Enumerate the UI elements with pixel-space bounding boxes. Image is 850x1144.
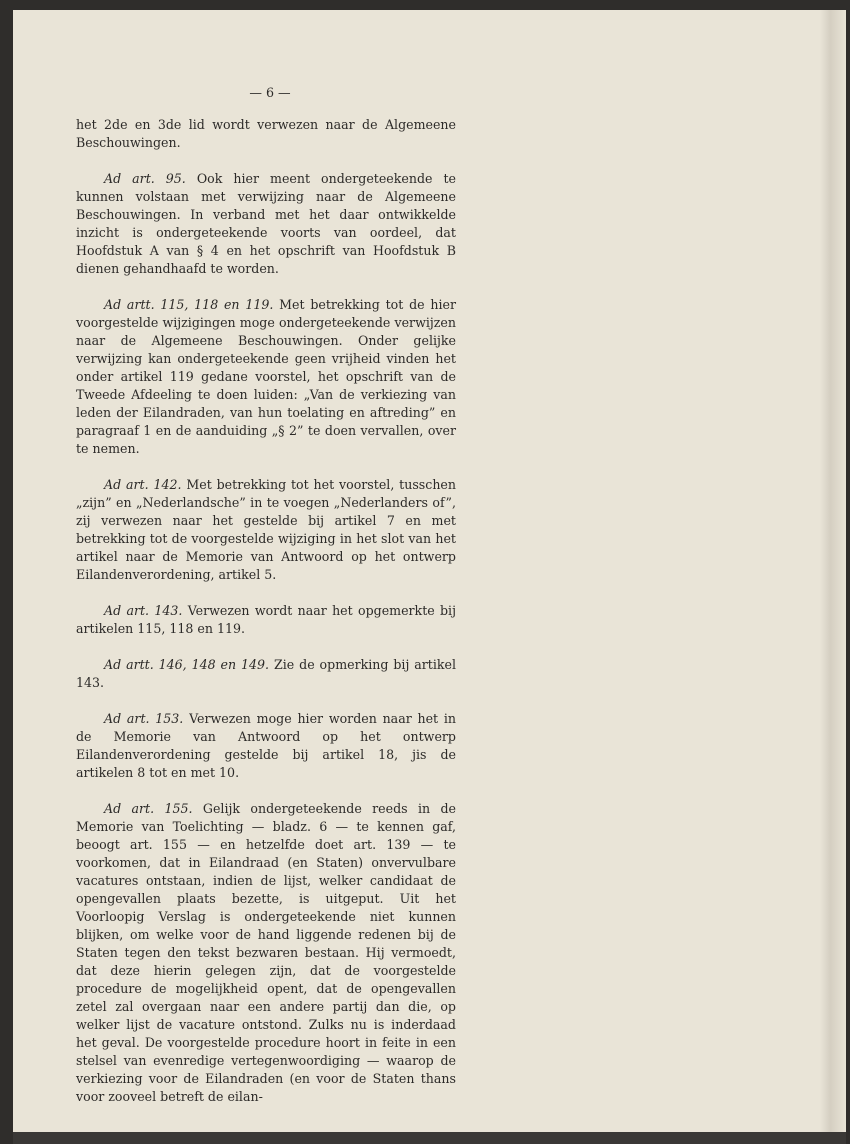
article-heading: Ad art. 143. [104, 603, 183, 618]
paragraph-art-95: Ad art. 95. Ook hier meent ondergeteekende te kunnen volstaan met verwijzing naar de Algemeene Beschouwingen. In verband met het daar ontwikkelde inzicht is ondergeteekende voorts van oordeel, dat Hoofdstuk A van § 4 en het opschrift van Hoofdstuk B dienen gehandhaafd te worden. [76, 171, 456, 276]
page-fold-shadow [820, 10, 846, 1136]
article-heading: Ad art. 153. [104, 711, 184, 726]
paragraph-art-143: Ad art. 143. Verwezen wordt naar het opgemerkte bij artikelen 115, 118 en 119. [76, 603, 456, 636]
article-heading: Ad artt. 146, 148 en 149. [104, 657, 270, 672]
scan-edge-left [0, 0, 13, 1144]
paragraph-continuation: het 2de en 3de lid wordt verwezen naar de Algemeene Beschouwingen. [76, 117, 456, 150]
scan-edge-bottom [13, 1132, 846, 1144]
document-body [76, 84, 456, 1124]
page-number: — 6 — [249, 85, 291, 100]
article-heading: Ad art. 95. [104, 171, 186, 186]
article-heading: Ad art. 142. [104, 477, 182, 492]
paragraph-art-146-148-149: Ad artt. 146, 148 en 149. Zie de opmerking bij artikel 143. [76, 657, 456, 690]
scan-edge-right [846, 0, 850, 1144]
paragraph-art-153: Ad art. 153. Verwezen moge hier worden naar het in de Memorie van Antwoord op het ontwerp Eilandenverordening gestelde bij artikel 18, jis de artikelen 8 tot en met 10. [76, 711, 456, 780]
article-heading: Ad art. 155. [104, 801, 193, 816]
article-heading: Ad artt. 115, 118 en 119. [104, 297, 274, 312]
scan-edge-top [0, 0, 850, 10]
paragraph-art-115-118-119: Ad artt. 115, 118 en 119. Met betrekking tot de hier voorgestelde wijzigingen moge ondergeteekende verwijzen naar de Algemeene Beschouwingen. Onder gelijke verwijzing kan ondergeteekende geen vrijheid vinden het onder artikel 119 gedane voorstel, het opschrift van de Tweede Afdeeling te doen luiden: „Van de verkiezing van leden der Eilandraden, van hun toelating en aftreding” en paragraaf 1 en de aanduiding „§ 2” te doen vervallen, over te nemen. [76, 297, 457, 456]
paragraph-art-155: Ad art. 155. Gelijk ondergeteekende reeds in de Memorie van Toelichting — bladz. 6 — te kennen gaf, beoogt art. 155 — en hetzelfde doet art. 139 — te voorkomen, dat in Eilandraad (en Staten) onvervulbare vacatures ontstaan, indien de lijst, welker candidaat de opengevallen plaats bezette, is uitgeput. Uit het Voorloopig Verslag is ondergeteekende niet kunnen blijken, om welke voor de hand liggende redenen bij de Staten tegen den tekst bezwaren bestaan. Hij vermoedt, dat deze hierin gelegen zijn, dat de voorgestelde procedure de mogelijkheid opent, dat de opengevallen zetel zal overgaan naar een andere partij dan die, op welker lijst de vacature ontstond. Zulks nu is inderdaad het geval. De voorgestelde procedure hoort in feite in een stelsel van evenredige vertegenwoordiging — waarop de verkiezing voor de Eilandraden (en voor de Staten thans voor zooveel betreft de eilan- [76, 801, 456, 1104]
paragraph-art-142: Ad art. 142. Met betrekking tot het voorstel, tusschen „zijn” en „Nederlandsche” in te voegen „Nederlanders of”, zij verwezen naar het gestelde bij artikel 7 en met betrekking tot de voorgestelde wijziging in het slot van het artikel naar de Memorie van Antwoord op het ontwerp Eilandenverordening, artikel 5. [76, 477, 456, 582]
